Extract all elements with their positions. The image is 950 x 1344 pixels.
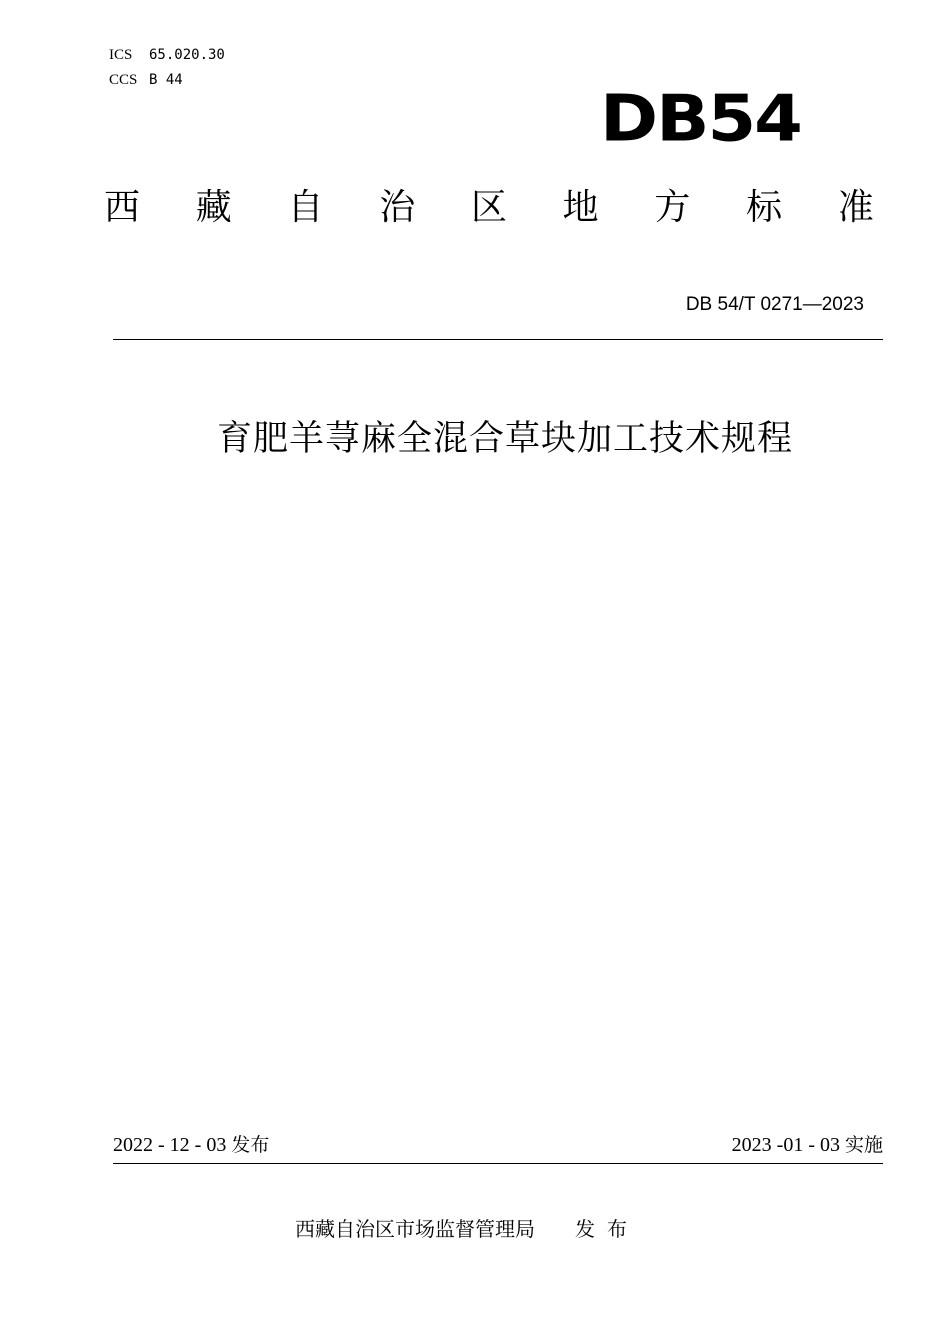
issuer-line [0, 1216, 950, 1242]
publish-label: 发布 [231, 1134, 270, 1156]
implement-date: 2023 -01 - 03 [731, 1134, 840, 1156]
ics-label: ICS [109, 47, 133, 63]
ccs-value: B 44 [149, 72, 183, 88]
db54-logo: DB54 [600, 80, 801, 156]
issuer-organization: 西藏自治区市场监督管理局 [295, 1217, 535, 1241]
document-title [0, 416, 950, 462]
standard-type-char: 治 [379, 187, 416, 228]
ccs-label: CCS [109, 72, 138, 88]
standard-type-char: 方 [654, 187, 691, 228]
ccs-line [109, 71, 183, 89]
implement-label: 实施 [844, 1134, 883, 1156]
implement-date-line [732, 1132, 883, 1158]
standard-type-char: 准 [837, 187, 874, 228]
publish-date: 2022 - 12 - 03 [113, 1134, 227, 1156]
ics-value: 65.020.30 [149, 47, 225, 63]
standard-type-char: 自 [287, 187, 324, 228]
document-title-text: 育肥羊荨麻全混合草块加工技术规程 [216, 419, 793, 459]
standard-type-char: 藏 [195, 187, 232, 228]
standard-type-char: 西 [104, 187, 141, 228]
standard-type-char: 地 [562, 187, 599, 228]
publish-date-line [113, 1132, 269, 1158]
standard-type-char: 标 [746, 187, 783, 228]
standard-type-heading [104, 184, 874, 232]
top-divider [113, 339, 883, 340]
issuer-action: 发布 [575, 1217, 639, 1241]
standard-type-char: 区 [470, 187, 507, 228]
bottom-divider [113, 1163, 883, 1164]
ics-line [109, 46, 225, 64]
standard-number: DB 54/T 0271—2023 [685, 294, 864, 315]
